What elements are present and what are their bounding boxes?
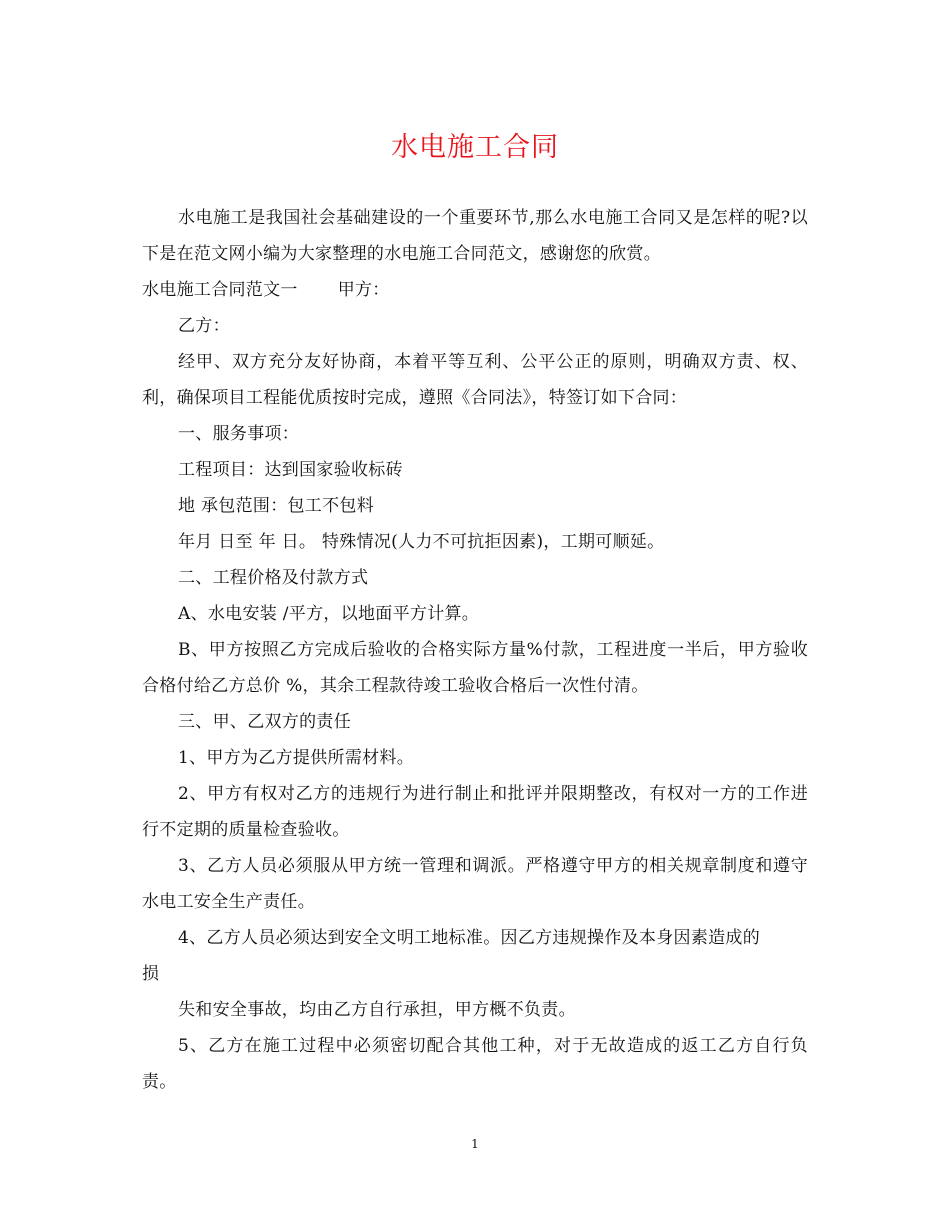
sample-heading: 水电施工合同范文一 bbox=[142, 280, 298, 300]
party-b-label: 乙方： bbox=[178, 316, 230, 336]
duty-5-paragraph: 5、乙方在施工过程中必须密切配合其他工种，对于无故造成的返工乙方自行负责。 bbox=[142, 1036, 808, 1092]
scope-line: 地 承包范围：包工不包料 bbox=[178, 496, 375, 516]
party-a-label: 甲方： bbox=[337, 280, 390, 300]
duty-4-line-2: 损 bbox=[142, 964, 160, 984]
price-b-paragraph: B、甲方按照乙方完成后验收的合格实际方量%付款，工程进度一半后，甲方验收合格付给乙方总价 %，其余工程款待竣工验收合格后一次性付清。 bbox=[142, 640, 808, 696]
duty-1-line: 1、甲方为乙方提供所需材料。 bbox=[178, 748, 415, 768]
project-item-line: 工程项目：达到国家验收标砖 bbox=[178, 460, 403, 480]
duty-4-line-1: 4、乙方人员必须达到安全文明工地标准。因乙方违规操作及本身因素造成的 bbox=[178, 928, 761, 948]
schedule-line: 年月 日至 年 日。 特殊情况(人力不可抗拒因素)，工期可顺延。 bbox=[178, 532, 665, 552]
duty-3-paragraph: 3、乙方人员必须服从甲方统一管理和调派。严格遵守甲方的相关规章制度和遵守水电工安全生产责任。 bbox=[142, 856, 808, 912]
document-body bbox=[142, 200, 808, 1100]
sample-heading-line bbox=[142, 272, 808, 308]
document-title: 水电施工合同 bbox=[391, 132, 559, 163]
duty-2-paragraph: 2、甲方有权对乙方的违规行为进行制止和批评并限期整改，有权对一方的工作进行不定期的质量检查验收。 bbox=[142, 784, 808, 840]
section-2-heading: 二、工程价格及付款方式 bbox=[178, 568, 369, 588]
intro-paragraph: 水电施工是我国社会基础建设的一个重要环节,那么水电施工合同又是怎样的呢?以下是在范文网小编为大家整理的水电施工合同范文，感谢您的欣赏。 bbox=[142, 208, 808, 264]
price-a-line: A、水电安装 /平方，以地面平方计算。 bbox=[178, 604, 480, 624]
section-1-heading: 一、服务事项： bbox=[178, 424, 300, 444]
preamble-paragraph: 经甲、双方充分友好协商，本着平等互利、公平公正的原则，明确双方责、权、利，确保项目工程能优质按时完成，遵照《合同法》，特签订如下合同： bbox=[142, 352, 808, 408]
page-number: 1 bbox=[471, 1137, 479, 1151]
section-3-heading: 三、甲、乙双方的责任 bbox=[178, 712, 351, 732]
duty-4-line-3: 失和安全事故，均由乙方自行承担，甲方概不负责。 bbox=[178, 1000, 576, 1020]
